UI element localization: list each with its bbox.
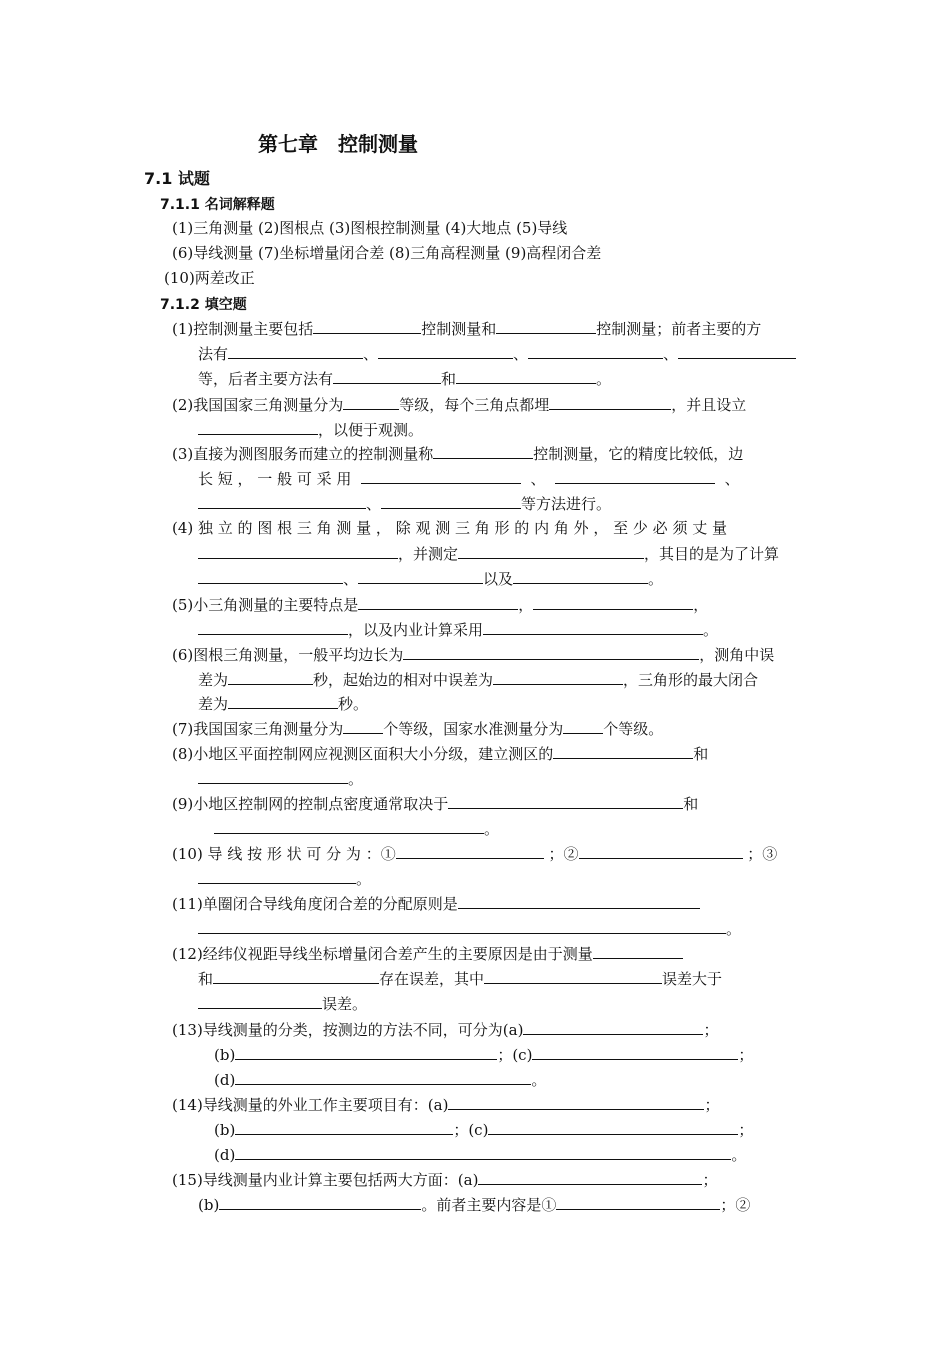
answer-blank[interactable]: [198, 419, 318, 435]
question-text: 。: [731, 1146, 747, 1164]
question-text: ；(c): [497, 1046, 533, 1064]
answer-blank[interactable]: [593, 943, 683, 959]
question-5-line-2: [198, 619, 718, 640]
question-text: ，其目的是为了计算: [644, 545, 780, 563]
answer-blank[interactable]: [198, 543, 398, 559]
question-text: (d): [214, 1146, 236, 1164]
question-8-line-1: [172, 743, 708, 764]
question-text: 。: [356, 870, 372, 888]
question-text: ；(c): [453, 1121, 489, 1139]
question-text: 长 短 ， 一 般 可 采 用: [198, 470, 352, 488]
question-1-line-2: [198, 343, 796, 364]
answer-blank[interactable]: [483, 619, 703, 635]
question-text: (6)图根三角测量，一般平均边长为: [172, 646, 404, 664]
question-text: 、: [343, 570, 359, 588]
question-text: 差为: [198, 671, 229, 689]
answer-blank[interactable]: [532, 1044, 738, 1060]
answer-blank[interactable]: [343, 718, 383, 734]
question-text: 、: [724, 470, 740, 488]
answer-blank[interactable]: [448, 1094, 704, 1110]
question-text: ，以及内业计算采用: [348, 621, 484, 639]
section-heading: 7.1 试题: [144, 169, 210, 188]
answer-blank[interactable]: [458, 543, 644, 559]
question-text: 误差大于: [662, 970, 723, 988]
question-text: 。: [348, 770, 364, 788]
question-11-line-1: [172, 893, 700, 914]
question-text: 和: [693, 745, 709, 763]
question-9-line-1: [172, 793, 698, 814]
question-text: 、: [663, 345, 679, 363]
question-text: ，以便于观测。: [318, 421, 424, 439]
answer-blank[interactable]: [214, 818, 484, 834]
question-text: 。: [726, 920, 742, 938]
question-text: (d): [214, 1071, 236, 1089]
question-text: 控制测量和: [421, 320, 497, 338]
answer-blank[interactable]: [563, 718, 603, 734]
question-text: (8)小地区平面控制网应视测区面积大小分级，建立测区的: [172, 745, 554, 763]
question-text: 。: [703, 621, 719, 639]
question-text: (15)导线测量内业计算主要包括两大方面：(a): [172, 1171, 479, 1189]
question-text: (b): [198, 1196, 220, 1214]
answer-blank[interactable]: [219, 1194, 421, 1210]
question-text: ；: [704, 1096, 720, 1114]
question-text: 等方法进行。: [521, 495, 612, 513]
question-text: ；③: [747, 845, 778, 863]
question-text: ，并且设立: [671, 396, 747, 414]
question-text: 和: [441, 370, 457, 388]
answer-blank[interactable]: [361, 468, 521, 484]
question-text: (3)直接为测图服务而建立的控制测量称: [172, 445, 434, 463]
question-text: 误差。: [322, 995, 368, 1013]
chapter-title: 第七章 控制测量: [258, 132, 418, 156]
question-text: ；: [703, 1021, 719, 1039]
question-4-line-3: [198, 568, 663, 589]
answer-blank[interactable]: [448, 793, 683, 809]
terms-line-3: (10)两差改正: [164, 269, 255, 287]
answer-blank[interactable]: [198, 918, 726, 934]
question-4-line-2: [198, 543, 779, 564]
question-text: ，并测定: [398, 545, 459, 563]
question-text: ；: [738, 1046, 754, 1064]
question-2-line-1: [172, 394, 746, 415]
question-text: 差为: [198, 695, 229, 713]
question-text: (11)单圈闭合导线角度闭合差的分配原则是: [172, 895, 458, 913]
answer-blank[interactable]: [198, 568, 343, 584]
question-text: ，: [518, 596, 534, 614]
question-text: 法有: [198, 345, 229, 363]
answer-blank[interactable]: [381, 493, 521, 509]
question-12-line-1: [172, 943, 683, 964]
answer-blank[interactable]: [579, 843, 743, 859]
answer-blank[interactable]: [228, 669, 313, 685]
question-text: 以及: [483, 570, 514, 588]
question-text: ，: [693, 596, 709, 614]
question-text: 、: [363, 345, 379, 363]
answer-blank[interactable]: [403, 644, 699, 660]
answer-blank[interactable]: [198, 768, 348, 784]
question-text: ；②: [548, 845, 579, 863]
answer-blank[interactable]: [496, 318, 596, 334]
answer-blank[interactable]: [378, 343, 513, 359]
answer-blank[interactable]: [343, 394, 399, 410]
question-text: (14)导线测量的外业工作主要项目有：(a): [172, 1096, 449, 1114]
question-text: 。: [648, 570, 664, 588]
question-12-line-3: [198, 993, 367, 1014]
question-5-line-1: [172, 594, 708, 615]
answer-blank[interactable]: [549, 394, 671, 410]
question-text: ；②: [720, 1196, 751, 1214]
question-10-line-2: [198, 868, 371, 889]
question-text: (2)我国国家三角测量分为: [172, 396, 344, 414]
question-text: 和: [683, 795, 699, 813]
answer-blank[interactable]: [358, 568, 483, 584]
answer-blank[interactable]: [523, 1019, 703, 1035]
question-text: 等级，每个三角点都埋: [399, 396, 550, 414]
answer-blank[interactable]: [528, 343, 663, 359]
question-12-line-2: [198, 968, 722, 989]
question-text: (5)小三角测量的主要特点是: [172, 596, 359, 614]
answer-blank[interactable]: [198, 868, 356, 884]
answer-blank[interactable]: [198, 493, 366, 509]
answer-blank[interactable]: [396, 843, 544, 859]
answer-blank[interactable]: [198, 619, 348, 635]
terms-line-2: (6)导线测量 (7)坐标增量闭合差 (8)三角高程测量 (9)高程闭合差: [172, 244, 602, 262]
answer-blank[interactable]: [198, 993, 322, 1009]
answer-blank[interactable]: [458, 893, 700, 909]
answer-blank[interactable]: [556, 1194, 720, 1210]
question-14-line-1: [172, 1094, 719, 1115]
answer-blank[interactable]: [228, 693, 338, 709]
question-3-line-2: [198, 468, 740, 489]
question-text: 、: [366, 495, 382, 513]
answer-blank[interactable]: [488, 1119, 738, 1135]
question-text: 、: [513, 345, 529, 363]
question-1-line-1: [172, 318, 761, 339]
subsection-heading-terms: 7.1.1 名词解释题: [160, 197, 275, 213]
question-7-line-1: [172, 718, 663, 739]
answer-blank[interactable]: [235, 1144, 731, 1160]
answer-blank[interactable]: [553, 743, 693, 759]
answer-blank[interactable]: [493, 669, 623, 685]
question-text: ，三角形的最大闭合: [623, 671, 759, 689]
question-text: (9)小地区控制网的控制点密度通常取决于: [172, 795, 449, 813]
question-14-line-3: [214, 1144, 746, 1165]
question-3-line-1: [172, 443, 743, 464]
answer-blank[interactable]: [235, 1044, 497, 1060]
question-text: 。: [531, 1071, 547, 1089]
question-6-line-1: [172, 644, 774, 665]
question-text: (12)经纬仪视距导线坐标增量闭合差产生的主要原因是由于测量: [172, 945, 593, 963]
question-9-line-2: [214, 818, 499, 839]
question-2-line-2: [198, 419, 423, 440]
answer-blank[interactable]: [484, 968, 662, 984]
answer-blank[interactable]: [235, 1119, 453, 1135]
question-text: 等，后者主要方法有: [198, 370, 334, 388]
question-text: (13)导线测量的分类，按测边的方法不同，可分为(a): [172, 1021, 524, 1039]
question-11-line-2: [198, 918, 741, 939]
answer-blank[interactable]: [333, 368, 441, 384]
question-text: 存在误差，其中: [379, 970, 485, 988]
answer-blank[interactable]: [513, 568, 648, 584]
question-1-line-3: [198, 368, 611, 389]
question-text: 和: [198, 970, 214, 988]
answer-blank[interactable]: [533, 594, 693, 610]
question-text: 秒，起始边的相对中误差为: [313, 671, 494, 689]
question-text: 个等级。: [603, 720, 664, 738]
question-13-line-2: [214, 1044, 753, 1065]
question-8-line-2: [198, 768, 363, 789]
question-text: 控制测量；前者主要的方: [596, 320, 762, 338]
answer-blank[interactable]: [555, 468, 715, 484]
question-15-line-2: [198, 1194, 750, 1215]
answer-blank[interactable]: [313, 318, 421, 334]
question-13-line-3: [214, 1069, 546, 1090]
question-14-line-2: [214, 1119, 753, 1140]
question-text: (1)控制测量主要包括: [172, 320, 314, 338]
answer-blank[interactable]: [213, 968, 379, 984]
answer-blank[interactable]: [358, 594, 518, 610]
question-13-line-1: [172, 1019, 718, 1040]
question-text: (7)我国国家三角测量分为: [172, 720, 344, 738]
question-text: (10) 导 线 按 形 状 可 分 为 ：①: [172, 845, 396, 863]
question-10-line-1: [172, 843, 777, 864]
question-15-line-1: [172, 1169, 717, 1190]
answer-blank[interactable]: [228, 343, 363, 359]
question-text: ；: [702, 1171, 718, 1189]
question-text: (b): [214, 1121, 236, 1139]
question-text: 秒。: [338, 695, 369, 713]
answer-blank[interactable]: [456, 368, 596, 384]
question-text: 、: [530, 470, 546, 488]
question-text: ；: [738, 1121, 754, 1139]
subsection-heading-fill: 7.1.2 填空题: [160, 297, 247, 313]
question-text: 。: [596, 370, 612, 388]
terms-line-1: (1)三角测量 (2)图根点 (3)图根控制测量 (4)大地点 (5)导线: [172, 219, 568, 237]
question-text: 个等级，国家水准测量分为: [383, 720, 564, 738]
question-text: ，测角中误: [699, 646, 775, 664]
question-text: 。前者主要内容是①: [421, 1196, 557, 1214]
question-4-line-1: (4) 独 立 的 图 根 三 角 测 量 ， 除 观 测 三 角 形 的 内 角 外 ， 至 少 必 须 丈 量: [172, 519, 727, 537]
question-3-line-3: [198, 493, 611, 514]
question-text: (b): [214, 1046, 236, 1064]
question-text: 控制测量，它的精度比较低，边: [533, 445, 744, 463]
question-6-line-2: [198, 669, 758, 690]
answer-blank[interactable]: [678, 343, 796, 359]
answer-blank[interactable]: [235, 1069, 531, 1085]
question-text: 。: [484, 820, 500, 838]
answer-blank[interactable]: [478, 1169, 702, 1185]
question-6-line-3: [198, 693, 368, 714]
answer-blank[interactable]: [433, 443, 533, 459]
